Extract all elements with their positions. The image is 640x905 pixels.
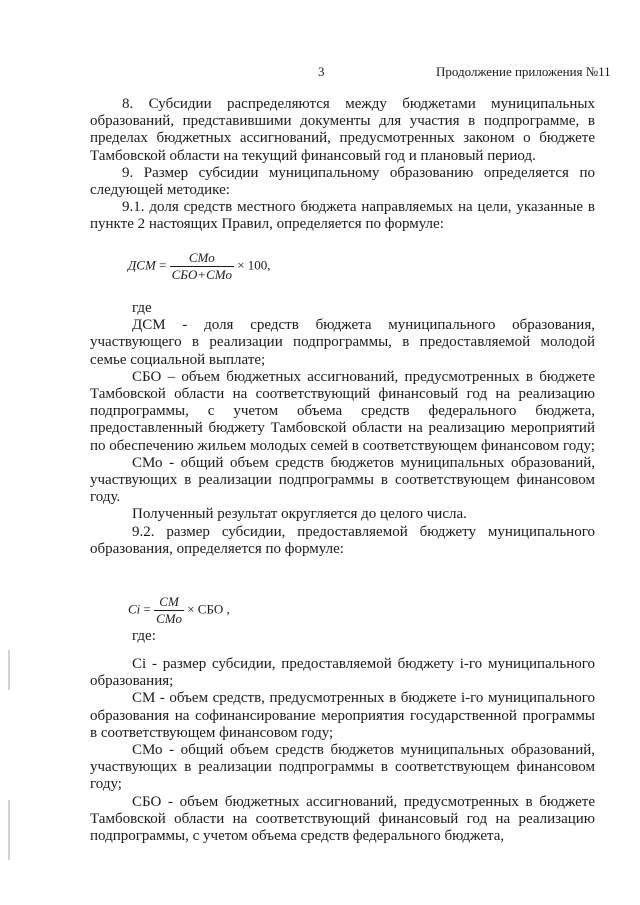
where-label-2: где: bbox=[132, 628, 156, 644]
definition-dsm: ДСМ - доля средств бюджета муниципального образования, участвующего в реализации подпрограммы, в предоставляемой молодой семье социальной выплате; bbox=[90, 317, 595, 368]
formula-ci-lhs: Ci bbox=[128, 601, 141, 617]
formula-ci-denominator: СМо bbox=[156, 611, 182, 626]
definition-ci: Ci - размер субсидии, предоставляемой бюджету i-го муниципального образования; bbox=[90, 656, 595, 690]
formula-dsm bbox=[128, 250, 271, 283]
definition-smo-2: СМо - общий объем средств бюджетов муниципальных образований, участвующих в реализации подпрограммы в соответствующем финансовом году; bbox=[90, 742, 595, 793]
formula-ci-tail: × СБО , bbox=[187, 601, 230, 617]
definition-smo: СМо - общий объем средств бюджетов муниципальных образований, участвующих в реализации подпрограммы в соответствующем финансовом году. bbox=[90, 454, 595, 506]
scan-margin-mark-2 bbox=[8, 800, 10, 860]
where-label-1: где bbox=[132, 300, 152, 316]
paragraph-9-1: 9.1. доля средств местного бюджета направляемых на цели, указанные в пункте 2 настоящих Правил, определяется по формуле: bbox=[90, 199, 595, 233]
formula-dsm-fraction bbox=[170, 250, 234, 283]
paragraph-9: 9. Размер субсидии муниципальному образованию определяется по следующей методике: bbox=[90, 164, 595, 199]
formula-dsm-eq: = bbox=[159, 257, 167, 273]
section-definitions-1 bbox=[90, 300, 595, 558]
paragraph-9-2: 9.2. размер субсидии, предоставляемой бюджету муниципального образования, определяется по формуле: bbox=[90, 523, 595, 557]
section-paragraphs-top bbox=[90, 96, 595, 234]
scan-margin-mark bbox=[8, 650, 10, 690]
paragraph-8: 8. Субсидии распределяются между бюджетами муниципальных образований, представившими документы для участия в подпрограмме, в пределах бюджетных ассигнований, предусмотренных законом о бюджете Тамбовской области на текущий финансовый год и плановый период. bbox=[90, 96, 595, 164]
formula-dsm-lhs: ДСМ bbox=[128, 257, 156, 273]
definition-sbo-2: СБО - объем бюджетных ассигнований, предусмотренных в бюджете Тамбовской области на соответствующий финансовый год на реализацию подпрограммы, с учетом объема средств федерального бюджета, bbox=[90, 793, 595, 845]
formula-ci-numerator: СМ bbox=[154, 594, 184, 611]
formula-ci-fraction bbox=[154, 594, 184, 627]
formula-dsm-denominator: СБО+СМо bbox=[171, 267, 232, 282]
definition-sbo: СБО – объем бюджетных ассигнований, предусмотренных в бюджете Тамбовской области на соответствующий финансовый год на реализацию подпрограммы, с учетом объема средств федерального бюджета, предоставленный бюджету Тамбовской области на реализацию мероприятий по обеспечению жильем молодых семей в соответствующем финансовом году; bbox=[90, 368, 595, 454]
formula-ci-eq: = bbox=[143, 601, 151, 617]
page-number: 3 bbox=[318, 64, 325, 79]
formula-dsm-numerator: СМо bbox=[170, 250, 234, 267]
continuation-header: Продолжение приложения №11 bbox=[436, 64, 611, 79]
rounding-note: Полученный результат округляется до целого числа. bbox=[132, 506, 467, 523]
section-definitions-2 bbox=[90, 656, 595, 845]
formula-dsm-tail: × 100, bbox=[237, 257, 271, 273]
where-label-2-box bbox=[132, 628, 212, 645]
formula-ci bbox=[128, 594, 230, 627]
definition-sm: СМ - объем средств, предусмотренных в бюджете i-го муниципального образования на софинансирование мероприятия государственной программы в соответствующем финансовом году; bbox=[90, 690, 595, 741]
